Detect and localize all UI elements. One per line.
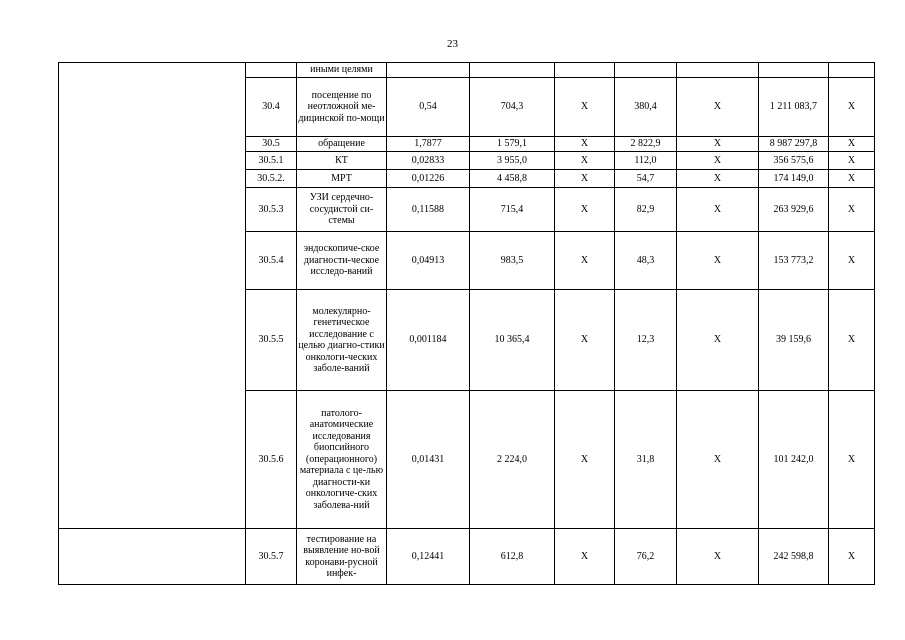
value-cell: X bbox=[829, 290, 875, 391]
value-cell: 48,3 bbox=[615, 232, 677, 290]
value-cell: X bbox=[829, 152, 875, 170]
value-cell: X bbox=[555, 290, 615, 391]
name-cell: УЗИ сердечно-сосудистой си-стемы bbox=[297, 188, 387, 232]
value-cell: 39 159,6 bbox=[759, 290, 829, 391]
value-cell: 8 987 297,8 bbox=[759, 137, 829, 152]
value-cell: X bbox=[555, 391, 615, 529]
code-cell: 30.5.3 bbox=[246, 188, 297, 232]
value-cell: 3 955,0 bbox=[470, 152, 555, 170]
value-cell: X bbox=[677, 529, 759, 585]
value-cell: X bbox=[829, 391, 875, 529]
page-number: 23 bbox=[447, 38, 458, 50]
name-cell: тестирование на выявление но-вой коронави-русной инфек- bbox=[297, 529, 387, 585]
value-cell: X bbox=[555, 78, 615, 137]
value-cell: X bbox=[829, 188, 875, 232]
value-cell: 715,4 bbox=[470, 188, 555, 232]
name-cell: патолого-анатомические исследования биопсийного (операционного) материала с це-лью диагности-ки онкологиче-ских заболева-ний bbox=[297, 391, 387, 529]
value-cell: X bbox=[829, 78, 875, 137]
code-cell: 30.5.4 bbox=[246, 232, 297, 290]
value-cell: X bbox=[677, 188, 759, 232]
name-cell: иными целями bbox=[297, 63, 387, 78]
value-cell: X bbox=[677, 232, 759, 290]
value-cell: X bbox=[555, 152, 615, 170]
value-cell: 1 579,1 bbox=[470, 137, 555, 152]
value-cell: 12,3 bbox=[615, 290, 677, 391]
empty-left-cell bbox=[59, 63, 246, 529]
value-cell: 82,9 bbox=[615, 188, 677, 232]
value-cell: X bbox=[677, 391, 759, 529]
value-cell: X bbox=[555, 529, 615, 585]
value-cell: 0,01226 bbox=[387, 170, 470, 188]
value-cell: 983,5 bbox=[470, 232, 555, 290]
code-cell: 30.5.2. bbox=[246, 170, 297, 188]
value-cell: 0,02833 bbox=[387, 152, 470, 170]
value-cell: X bbox=[555, 188, 615, 232]
value-cell: X bbox=[677, 78, 759, 137]
value-cell: X bbox=[829, 232, 875, 290]
value-cell: X bbox=[677, 290, 759, 391]
name-cell: КТ bbox=[297, 152, 387, 170]
value-cell: 0,04913 bbox=[387, 232, 470, 290]
value-cell: 153 773,2 bbox=[759, 232, 829, 290]
value-cell: X bbox=[555, 232, 615, 290]
value-cell: 76,2 bbox=[615, 529, 677, 585]
empty-left-cell bbox=[59, 529, 246, 585]
code-cell bbox=[246, 63, 297, 78]
value-cell: 112,0 bbox=[615, 152, 677, 170]
value-cell: 101 242,0 bbox=[759, 391, 829, 529]
value-cell: 0,12441 bbox=[387, 529, 470, 585]
value-cell: 2 224,0 bbox=[470, 391, 555, 529]
value-cell: X bbox=[829, 170, 875, 188]
value-cell: 0,11588 bbox=[387, 188, 470, 232]
value-cell: 54,7 bbox=[615, 170, 677, 188]
value-cell: X bbox=[829, 137, 875, 152]
value-cell: 1 211 083,7 bbox=[759, 78, 829, 137]
value-cell: 1,7877 bbox=[387, 137, 470, 152]
value-cell bbox=[615, 63, 677, 78]
value-cell bbox=[387, 63, 470, 78]
value-cell bbox=[759, 63, 829, 78]
value-cell bbox=[555, 63, 615, 78]
value-cell: X bbox=[555, 170, 615, 188]
value-cell: 31,8 bbox=[615, 391, 677, 529]
value-cell bbox=[829, 63, 875, 78]
code-cell: 30.5 bbox=[246, 137, 297, 152]
value-cell: 356 575,6 bbox=[759, 152, 829, 170]
name-cell: обращение bbox=[297, 137, 387, 152]
name-cell: молекулярно-генетическое исследование с целью диагно-стики онкологи-ческих заболе-ваний bbox=[297, 290, 387, 391]
value-cell bbox=[677, 63, 759, 78]
value-cell: X bbox=[677, 137, 759, 152]
value-cell: 10 365,4 bbox=[470, 290, 555, 391]
name-cell: МРТ bbox=[297, 170, 387, 188]
code-cell: 30.5.7 bbox=[246, 529, 297, 585]
code-cell: 30.5.6 bbox=[246, 391, 297, 529]
value-cell: 263 929,6 bbox=[759, 188, 829, 232]
code-cell: 30.5.5 bbox=[246, 290, 297, 391]
value-cell: 0,001184 bbox=[387, 290, 470, 391]
value-cell: 4 458,8 bbox=[470, 170, 555, 188]
value-cell: X bbox=[829, 529, 875, 585]
value-cell: 704,3 bbox=[470, 78, 555, 137]
table-row bbox=[59, 529, 875, 585]
code-cell: 30.5.1 bbox=[246, 152, 297, 170]
tariff-table bbox=[58, 62, 875, 585]
value-cell: X bbox=[677, 152, 759, 170]
value-cell: X bbox=[555, 137, 615, 152]
value-cell: 242 598,8 bbox=[759, 529, 829, 585]
value-cell: 612,8 bbox=[470, 529, 555, 585]
value-cell bbox=[470, 63, 555, 78]
value-cell: 0,01431 bbox=[387, 391, 470, 529]
value-cell: 2 822,9 bbox=[615, 137, 677, 152]
name-cell: посещение по неотложной ме-дицинской по-мощи bbox=[297, 78, 387, 137]
table-row bbox=[59, 63, 875, 78]
value-cell: 0,54 bbox=[387, 78, 470, 137]
value-cell: 380,4 bbox=[615, 78, 677, 137]
name-cell: эндоскопиче-ское диагности-ческое исследо-ваний bbox=[297, 232, 387, 290]
code-cell: 30.4 bbox=[246, 78, 297, 137]
value-cell: 174 149,0 bbox=[759, 170, 829, 188]
value-cell: X bbox=[677, 170, 759, 188]
